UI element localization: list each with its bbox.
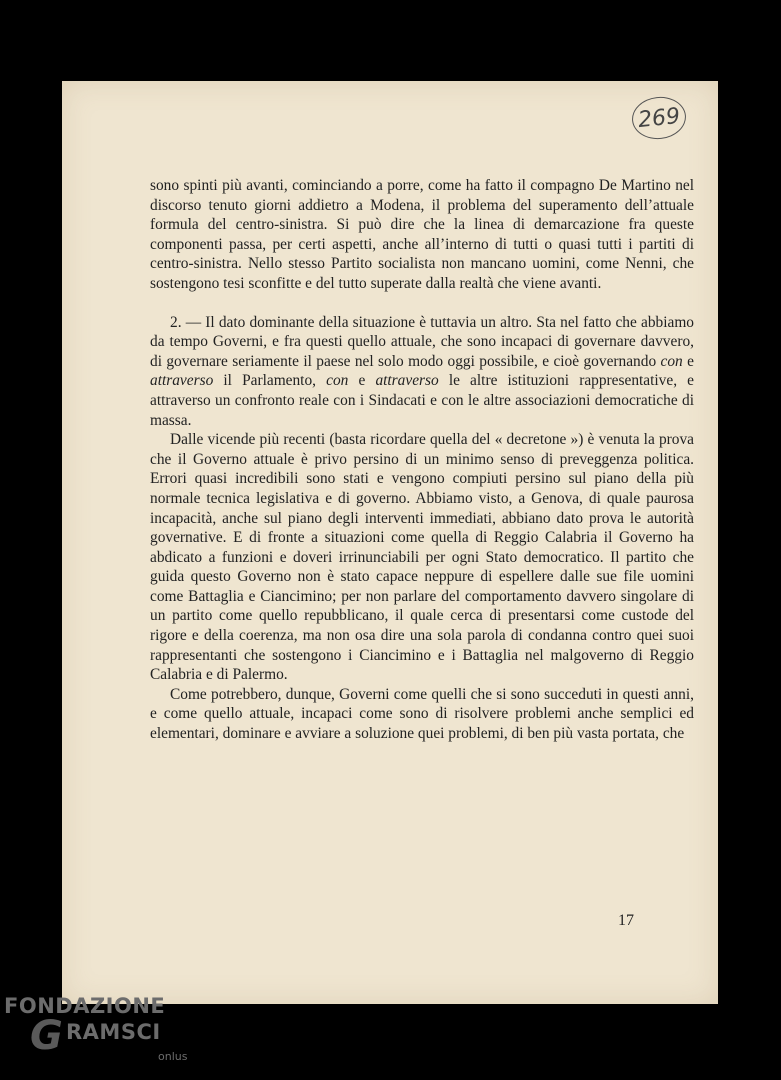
logo-line-2: RAMSCI [66, 1020, 161, 1044]
archive-number: 269 [636, 103, 682, 133]
text-run: le altre istituzioni rappresentative, e attraverso un confronto reale con i Sindacati e con le altre associazioni democratiche di massa. [150, 372, 694, 429]
text-run: e [348, 372, 376, 390]
italic-run: attraverso [375, 372, 439, 390]
fondazione-gramsci-logo [4, 994, 204, 1074]
page-number: 17 [618, 912, 634, 929]
logo-onlus: onlus [158, 1050, 188, 1063]
logo-g-letter: G [30, 1013, 63, 1059]
logo-line-1: FONDAZIONE [4, 994, 166, 1018]
text-run: 2. — Il dato dominante della situazione è tuttavia un altro. Sta nel fatto che abbiamo da tempo Governi, e fra questi quello attuale, che sono incapaci di governare davvero, di governare seriamente il paese nel solo modo oggi possibile, e cioè governando [150, 313, 694, 370]
paragraph-1 [150, 176, 694, 294]
italic-run: con [660, 352, 683, 370]
text-run: il Parlamento, [213, 372, 327, 390]
italic-run: con [326, 372, 349, 390]
document-page [62, 81, 718, 1004]
italic-run: attraverso [150, 372, 214, 390]
body-text [150, 176, 694, 744]
text-run: Come potrebbero, dunque, Governi come quelli che si sono succeduti in questi anni, e come quello attuale, incapaci come sono di risolvere problemi anche semplici ed elementari, dominare e avviare a soluzione quei problemi, di ben più vasta portata, che [150, 685, 694, 743]
paragraph-3 [150, 430, 694, 685]
paragraph-4 [150, 685, 694, 744]
text-run: e [682, 352, 694, 370]
text-run: sono spinti più avanti, cominciando a porre, come ha fatto il compagno De Martino nel discorso tenuto giorni addietro a Modena, il problema del superamento dell’attuale formula del centro-sinistra. Si può dire che la linea di demarcazione fra queste componenti passa, per certi aspetti, anche all’interno di tutti o quasi tutti i partiti di centro-sinistra. Nello stesso Partito socialista non mancano uomini, come Nenni, che sostengono tesi sconfitte e del tutto superate dalla realtà che viene avanti. [150, 177, 694, 292]
archive-number-stamp [630, 94, 688, 141]
text-run: Dalle vicende più recenti (basta ricordare quella del « decretone ») è venuta la prova che il Governo attuale è privo persino di un minimo senso di preveggenza politica. Errori quasi incredibili sono stati e vengono compiuti persino sul piano della più normale tecnica legislativa e di governo. Abbiamo visto, a Genova, di quale paurosa incapacità, anche sul piano degli interventi immediati, abbiano dato prova le autorità governative. E di fronte a situazioni come quella di Reggio Calabria il Governo ha abdicato a funzioni e doveri irrinunciabili per ogni Stato democratico. Il partito che guida questo Governo non è stato capace neppure di espellere dalle sue file uomini come Battaglia e Ciancimino; per non parlare del comportamento davvero singolare di un partito come quello repubblicano, il quale cerca di presentarsi come custode del rigore e della coerenza, ma non osa dire una sola parola di condanna contro quei suoi rappresentanti che sostengono i Ciancimino e i Battaglia nel malgoverno di Reggio Calabria e di Palermo. [150, 431, 694, 684]
paragraph-2 [150, 313, 694, 431]
